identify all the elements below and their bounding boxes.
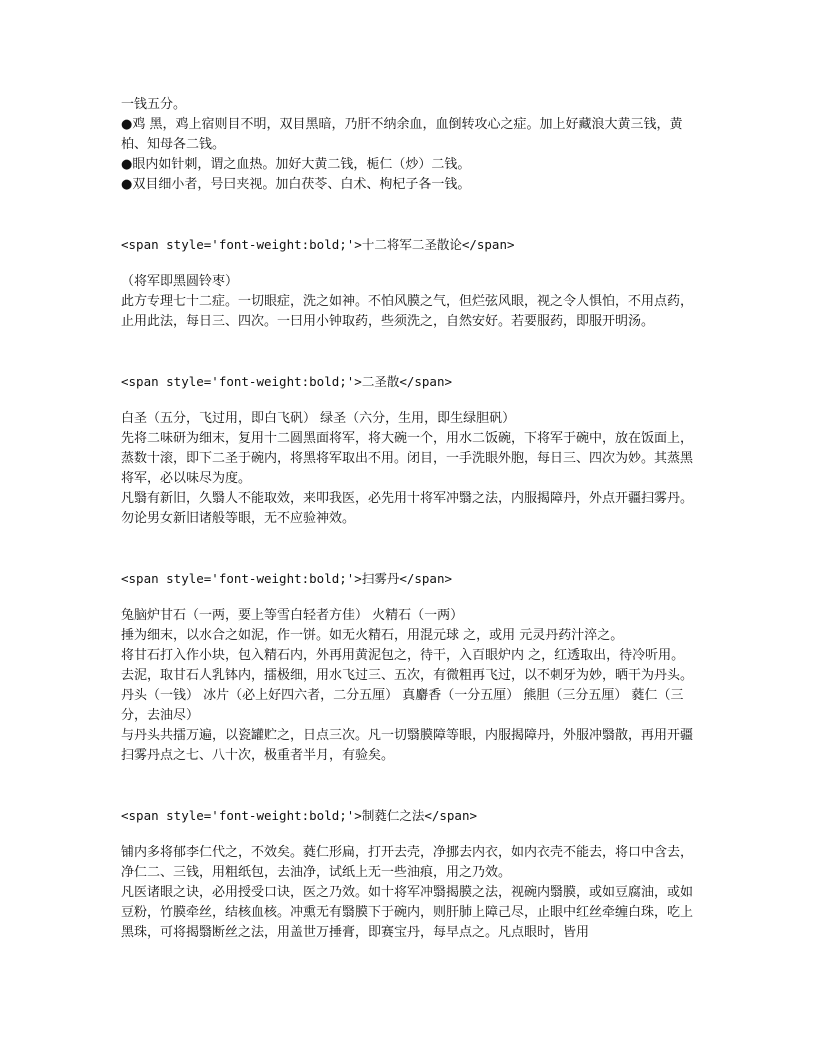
paragraph-line: ●鸡 黑，鸡上宿则目不明，双目黑暗，乃肝不纳余血，血倒转攻心之症。加上好藏浪大黄三钱，黄柏、知母各二钱。 [121,117,683,152]
paragraph-line: ●双目细小者，号曰夹视。加白茯苓、白术、枸杞子各一钱。 [121,177,471,192]
paragraph-line: 此方专理七十二症。一切眼症，洗之如神。不怕风膜之气，但烂弦风眼，视之令人惧怕，不用点药，止用此法，每日三、四次。一曰用小钟取药，些须洗之，自然安好。若要服药，即服开明汤。 [121,294,694,329]
paragraph-line: ●眼内如针刺，谓之血热。加好大黄二钱，栀仁（炒）二钱。 [121,157,471,172]
paragraph-line: 勿论男女新旧诸般等眼，无不应验神效。 [121,511,356,526]
paragraph-line: 凡翳有新旧，久翳人不能取效，来叩我医，必先用十将军冲翳之法，内服揭障丹，外点开疆扫雾丹。 [121,491,694,506]
section-continuation [121,95,696,195]
paragraph-line: 将甘石打入作小块，包入精石内，外再用黄泥包之，待干，入百眼炉内 之，红透取出，待冷听用。 [121,648,685,663]
paragraph-line: 与丹头共擂万遍，以瓷罐贮之，日点三次。凡一切翳膜障等眼，内服揭障丹，外服冲翳散，再用开疆扫雾丹点之七、八十次，极重者半月，有验矣。 [121,728,694,763]
section-heading: <span style='font-weight:bold;'>二圣散</span> [121,374,452,389]
paragraph-line: 铺内多将郁李仁代之，不效矣。蕤仁形扁，打开去壳，净挪去内衣，如内衣壳不能去，将口中含去，净仁二、三钱，用粗纸包，去油净，试纸上无一些油痕，用之乃效。 [121,845,694,880]
section-heading: <span style='font-weight:bold;'>十二将军二圣散论</span> [121,237,515,252]
paragraph-line: 兔脑炉甘石（一两，要上等雪白轻者方佳） 火精石（一两） [121,608,464,623]
section-heading: <span style='font-weight:bold;'>扫雾丹</span> [121,571,452,586]
paragraph-line: （将军即黑圆铃枣） [121,274,239,289]
paragraph-line: 一钱五分。 [121,97,187,112]
document-page [121,95,696,943]
paragraph-line: 去泥，取甘石人乳钵内，擂极细，用水飞过三、五次，有微粗再飞过，以不刺牙为妙，晒干为丹头。 [121,668,694,683]
paragraph-line: 先将二味研为细末，复用十二圆黑面将军，将大碗一个，用水二饭碗，下将军于碗中，放在饭面上，蒸数十滚，即下二圣于碗内，将黑将军取出不用。闭目，一手洗眼外胞，每日三、四次为妙。其蒸黑将军，必以味尽为度。 [121,431,694,486]
paragraph-line: 捶为细末，以水合之如泥，作一饼。如无火精石，用混元球 之，或用 元灵丹药汁淬之。 [121,628,624,643]
paragraph-line: 白圣（五分，飞过用，即白飞矾） 绿圣（六分，生用，即生绿胆矾） [121,411,516,426]
paragraph-line: 凡医诸眼之诀，必用授受口诀，医之乃效。如十将军冲翳揭膜之法，视碗内翳膜，或如豆腐油，或如豆粉，竹膜牵丝，结核血核。冲熏无有翳膜下于碗内，则肝肺上障己尽，止眼中红丝牵缠白珠，吃上黑珠，可将揭翳断丝之法，用盖世万捶膏，即赛宝丹，每早点之。凡点眼时，皆用 [121,885,694,940]
paragraph-line: 丹头（一钱） 冰片（必上好四六者，二分五厘） 真麝香（一分五厘） 熊胆（三分五厘） 蕤仁（三分，去油尽） [121,688,684,723]
section-heading: <span style='font-weight:bold;'>制蕤仁之法</span> [121,808,477,823]
